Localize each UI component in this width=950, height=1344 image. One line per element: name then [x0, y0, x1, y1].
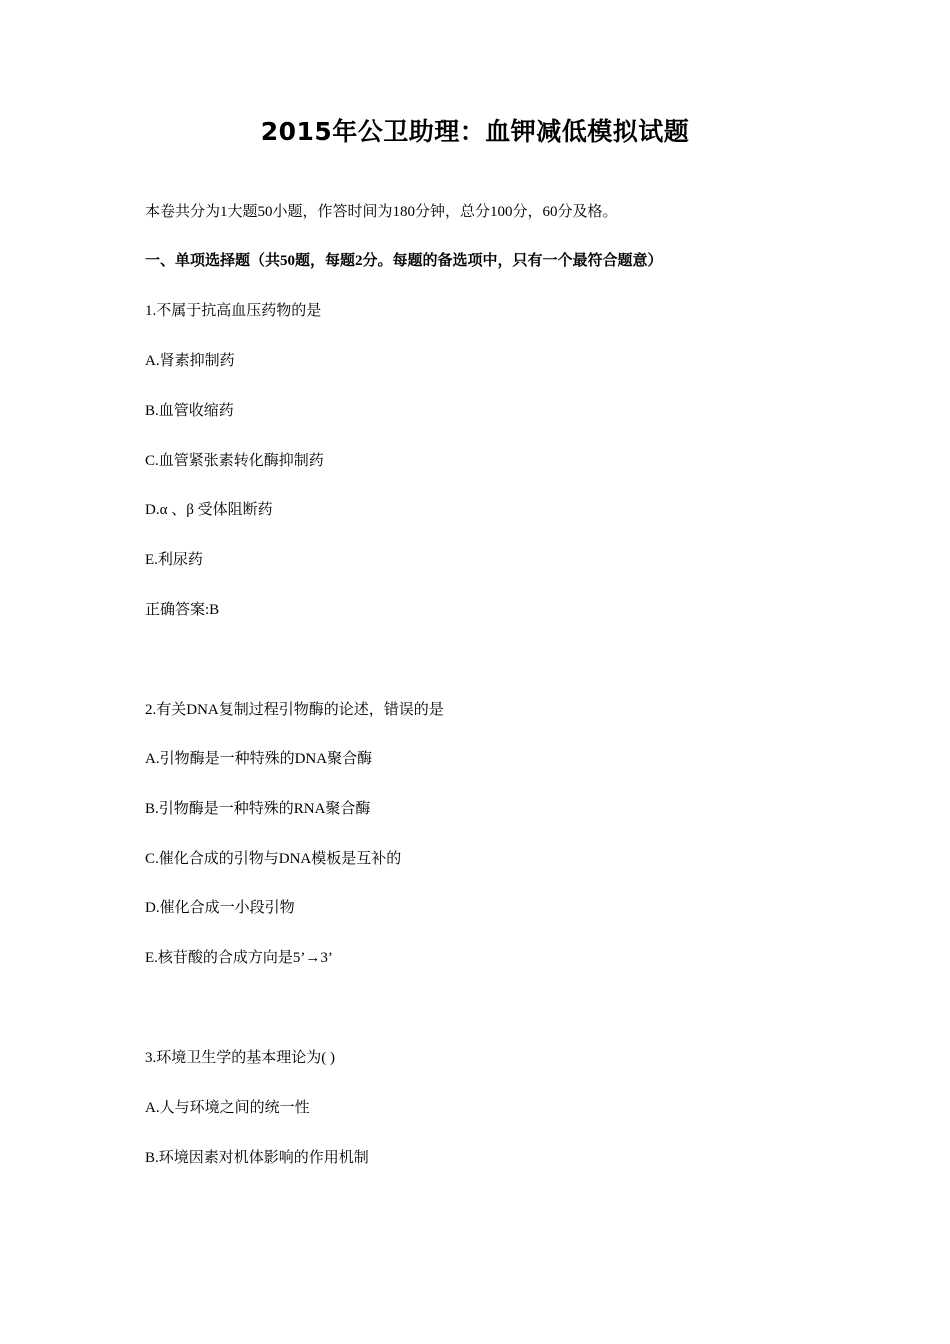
question-3-option-b: B.环境因素对机体影响的作用机制 — [145, 1150, 369, 1166]
question-1-option-b: B.血管收缩药 — [145, 403, 234, 419]
section-heading: 一、单项选择题（共50题，每题2分。每题的备选项中，只有一个最符合题意） — [145, 253, 663, 269]
question-2-option-a: A.引物酶是一种特殊的DNA聚合酶 — [145, 751, 373, 767]
question-1-stem: 1.不属于抗高血压药物的是 — [145, 303, 322, 319]
question-1-option-e: E.利尿药 — [145, 552, 203, 568]
question-1-option-a: A.肾素抑制药 — [145, 353, 235, 369]
question-1-option-c: C.血管紧张素转化酶抑制药 — [145, 453, 324, 469]
exam-intro: 本卷共分为1大题50小题，作答时间为180分钟，总分100分，60分及格。 — [145, 204, 618, 220]
question-2-option-c: C.催化合成的引物与DNA模板是互补的 — [145, 851, 402, 867]
document-title: 2015年公卫助理：血钾减低模拟试题 — [260, 117, 690, 146]
question-2-option-e: E.核苷酸的合成方向是5’→3’ — [145, 950, 333, 966]
question-1-answer: 正确答案:B — [145, 602, 220, 618]
question-2-option-d: D.催化合成一小段引物 — [145, 900, 295, 916]
question-3-option-a: A.人与环境之间的统一性 — [145, 1100, 310, 1116]
question-2-option-b: B.引物酶是一种特殊的RNA聚合酶 — [145, 801, 371, 817]
question-1-option-d: D.α 、β 受体阻断药 — [145, 502, 273, 518]
question-2-stem: 2.有关DNA复制过程引物酶的论述，错误的是 — [145, 702, 444, 718]
question-3-stem: 3.环境卫生学的基本理论为( ) — [145, 1050, 335, 1066]
